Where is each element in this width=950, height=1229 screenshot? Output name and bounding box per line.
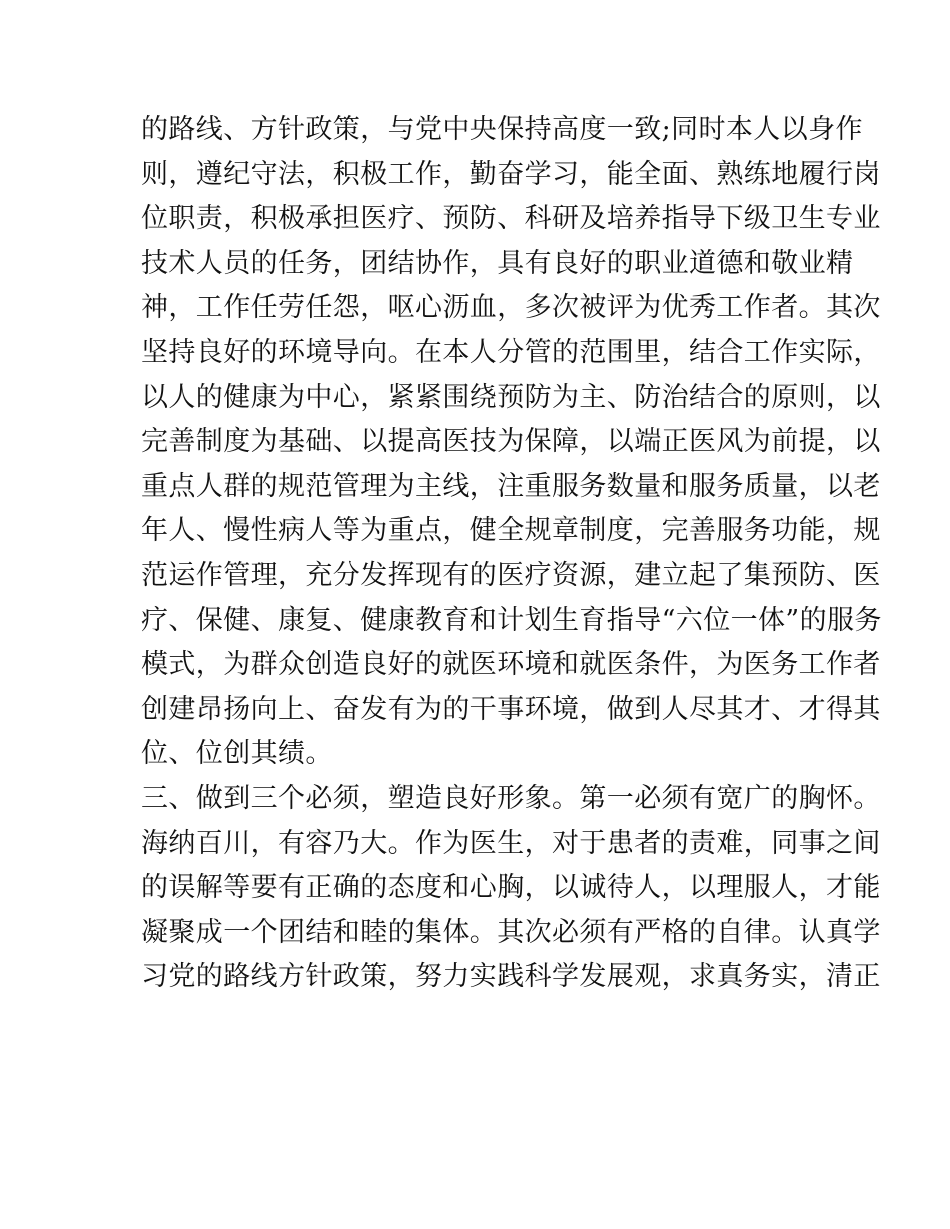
- text-line: 模式，为群众创造良好的就医环境和就医条件，为医务工作者: [141, 649, 881, 681]
- text-line: 范运作管理，充分发挥现有的医疗资源，建立起了集预防、医: [141, 559, 881, 591]
- text-line: 技术人员的任务，团结协作，具有良好的职业道德和敬业精: [141, 247, 854, 279]
- text-line: 神，工作任劳任怨，呕心沥血，多次被评为优秀工作者。其次: [141, 292, 881, 324]
- text-line: 凝聚成一个团结和睦的集体。其次必须有严格的自律。认真学: [141, 916, 881, 948]
- text-line: 疗、保健、康复、健康教育和计划生育指导“六位一体”的服务: [141, 604, 882, 636]
- text-line: 重点人群的规范管理为主线，注重服务数量和服务质量，以老: [141, 470, 881, 502]
- text-line: 以人的健康为中心，紧紧围绕预防为主、防治结合的原则，以: [141, 381, 881, 413]
- body-text: [141, 108, 882, 1000]
- text-line: 的误解等要有正确的态度和心胸，以诚待人，以理服人，才能: [141, 872, 881, 904]
- text-line: 创建昂扬向上、奋发有为的干事环境，做到人尽其才、才得其: [141, 693, 881, 725]
- text-line: 坚持良好的环境导向。在本人分管的范围里，结合工作实际，: [141, 336, 881, 368]
- text-line: 习党的路线方针政策，努力实践科学发展观，求真务实，清正: [141, 961, 881, 993]
- text-line: 的路线、方针政策，与党中央保持高度一致;同时本人以身作: [141, 114, 863, 145]
- text-line: 年人、慢性病人等为重点，健全规章制度，完善服务功能，规: [141, 515, 881, 547]
- text-line: 位、位创其绩。: [141, 738, 333, 770]
- text-line: 海纳百川，有容乃大。作为医生，对于患者的责难，同事之间: [141, 827, 881, 859]
- text-line: 完善制度为基础、以提高医技为保障，以端正医风为前提，以: [141, 426, 881, 458]
- text-line: 三、做到三个必须，塑造良好形象。第一必须有宽广的胸怀。: [141, 782, 881, 814]
- text-line: 位职责，积极承担医疗、预防、科研及培养指导下级卫生专业: [141, 203, 881, 235]
- text-line: 则，遵纪守法，积极工作，勤奋学习，能全面、熟练地履行岗: [141, 158, 881, 190]
